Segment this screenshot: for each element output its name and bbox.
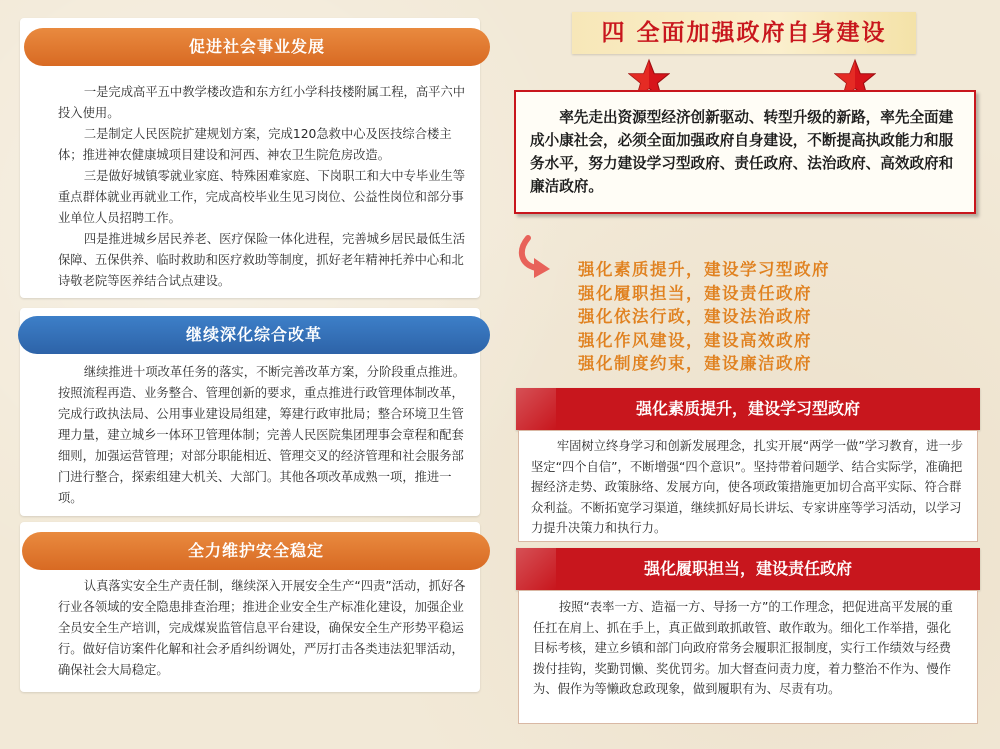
panel-social-development [20, 18, 480, 298]
paragraph: 二是制定人民医院扩建规划方案，完成120急救中心及医技综合楼主体；推进神农健康城项目建设和河西、神农卫生院危房改造。 [58, 127, 452, 162]
section-body [58, 362, 470, 509]
section-body [58, 576, 470, 681]
intro-box [514, 90, 976, 214]
slogan-item: 强化履职担当，建设责任政府 [578, 283, 812, 303]
paragraph: 四是推进城乡居民养老、医疗保险一体化进程，完善城乡居民最低生活保障、五保供养、临时救助和医疗救助等制度，抓好老年精神托养中心和北诗敬老院等医养结合试点建设。 [58, 232, 466, 288]
block-heading-learning [516, 388, 980, 430]
block-title: 强化履职担当，建设责任政府 [643, 559, 852, 578]
page-title: 四 全面加强政府自身建设 [572, 12, 916, 54]
paragraph: 一是完成高平五中教学楼改造和东方红小学科技楼附属工程，高平六中投入使用。 [58, 85, 466, 120]
ribbon-safety [22, 532, 490, 570]
heading-decoration [516, 388, 556, 430]
panel-reform [20, 308, 480, 516]
block-title: 强化素质提升，建设学习型政府 [635, 399, 860, 418]
ribbon-reform [18, 316, 490, 354]
slogan-item: 强化作风建设，建设高效政府 [578, 330, 812, 350]
block-body-learning [518, 430, 978, 542]
paragraph: 认真落实安全生产责任制，继续深入开展安全生产“四责”活动，抓好各行业各领域的安全隐患排查治理；推进企业安全生产标准化建设，加强企业全员安全生产培训，完成煤炭监管信息平台建设，确保安全生产形势平稳运行。做好信访案件化解和社会矛盾纠纷调处，严厉打击各类违法犯罪活动，确保社会大局稳定。 [58, 579, 466, 677]
section-body [58, 82, 468, 292]
slogan-item: 强化素质提升，建设学习型政府 [578, 260, 830, 279]
section-title: 继续深化综合改革 [185, 325, 322, 344]
block-text: 按照“表率一方、造福一方、导扬一方”的工作理念，把促进高平发展的重任扛在肩上、抓在手上，真正做到敢抓敢管、敢作敢为。细化工作举措，强化目标考核，建立乡镇和部门向政府常务会履职汇报制度，实行工作绩效与经费拨付挂钩，奖勤罚懒、奖优罚劣。加大督查问责力度，着力整治不作为、慢作为、假作为等懒政怠政现象，做到履职有为、尽责有功。 [533, 600, 953, 696]
block-body-responsibility [518, 590, 978, 724]
slogan-list [578, 258, 830, 376]
paragraph: 三是做好城镇零就业家庭、特殊困难家庭、下岗职工和大中专毕业生等重点群体就业再就业工作，完成高校毕业生见习岗位、公益性岗位和部分事业单位人员招聘工作。 [58, 169, 466, 225]
block-heading-responsibility [516, 548, 980, 590]
paragraph: 继续推进十项改革任务的落实，不断完善改革方案，分阶段重点推进。按照流程再造、业务整合、管理创新的要求，重点推进行政管理体制改革，完成行政执法局、公用事业建设局组建，筹建行政审批局；整合环境卫生管理力量，建立城乡一体环卫管理体制；完善人民医院集团理事会章程和配套细则，加强运营管理；对部分职能相近、管理交叉的经济管理和社会服务部门进行整合，探索组建大机关、大部门。其他各项改革成熟一项，推进一项。 [58, 365, 466, 505]
section-title: 全力维护安全稳定 [187, 541, 324, 560]
slogan-item: 强化制度约束，建设廉洁政府 [578, 354, 812, 373]
panel-safety [20, 522, 480, 692]
block-text: 牢固树立终身学习和创新发展理念，扎实开展“两学一做”学习教育，进一步坚定“四个自信”，不断增强“四个意识”。坚持带着问题学、结合实际学，准确把握经济走势、政策脉络、发展方向，使各项政策措施更加切合高平实际、符合群众利益。不断拓宽学习渠道，继续抓好局长讲坛、专家讲座等学习活动，以学习力提升决策力和执行力。 [531, 439, 964, 535]
ribbon-social-development [24, 28, 490, 66]
heading-decoration [516, 548, 556, 590]
curved-arrow-icon [516, 234, 560, 282]
intro-text: 率先走出资源型经济创新驱动、转型升级的新路，率先全面建成小康社会，必须全面加强政府自身建设，不断提高执政能力和服务水平，努力建设学习型政府、责任政府、法治政府、高效政府和廉洁政府。 [530, 109, 954, 195]
slogan-item: 强化依法行政，建设法治政府 [578, 307, 812, 326]
section-title: 促进社会事业发展 [188, 37, 325, 56]
